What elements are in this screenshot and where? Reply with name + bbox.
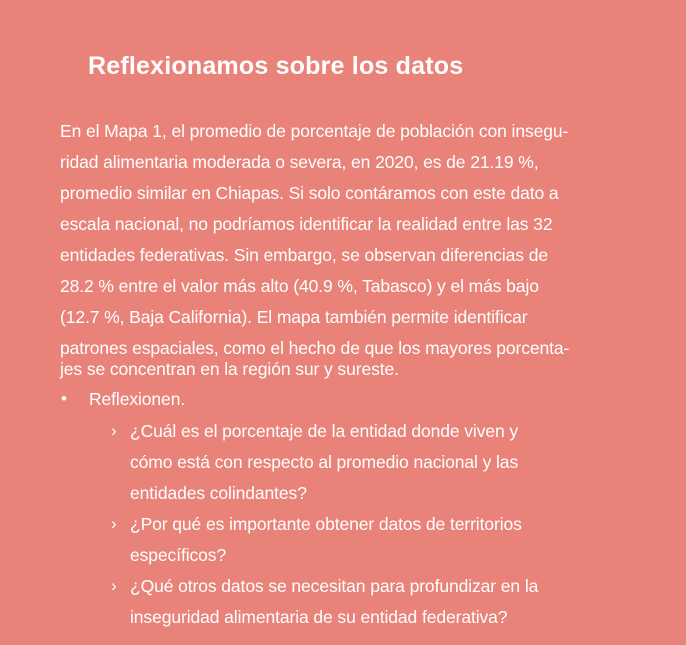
section-title: Reflexionamos sobre los datos (88, 52, 464, 80)
bullet-icon: • (61, 389, 67, 408)
bullet-label: Reflexionen. (89, 389, 186, 409)
chevron-right-icon: › (111, 514, 117, 533)
question-line: ¿Por qué es importante obtener datos de territorios (130, 514, 522, 534)
question-line: específicos? (130, 545, 227, 565)
paragraph-line: jes se concentran en la región sur y sureste. (60, 359, 399, 379)
paragraph-line: ridad alimentaria moderada o severa, en 2020, es de 21.19 %, (60, 152, 539, 172)
question-line: ¿Cuál es el porcentaje de la entidad donde viven y (130, 421, 519, 441)
chevron-right-icon: › (111, 576, 117, 595)
paragraph-line: 28.2 % entre el valor más alto (40.9 %, Tabasco) y el más bajo (60, 276, 539, 296)
paragraph-line: promedio similar en Chiapas. Si solo contáramos con este dato a (60, 183, 559, 203)
paragraph-line: patrones espaciales, como el hecho de que los mayores porcenta- (60, 338, 570, 358)
question-line: entidades colindantes? (130, 483, 307, 503)
paragraph-line: entidades federativas. Sin embargo, se observan diferencias de (60, 245, 548, 265)
paragraph-line: escala nacional, no podríamos identificar la realidad entre las 32 (60, 214, 553, 234)
question-line: inseguridad alimentaria de su entidad federativa? (130, 607, 508, 627)
question-line: cómo está con respecto al promedio nacional y las (130, 452, 519, 472)
question-line: ¿Qué otros datos se necesitan para profundizar en la (130, 576, 539, 596)
paragraph-line: (12.7 %, Baja California). El mapa también permite identificar (60, 307, 528, 327)
chevron-right-icon: › (111, 421, 117, 440)
paragraph-line: En el Mapa 1, el promedio de porcentaje de población con insegu- (60, 121, 569, 141)
